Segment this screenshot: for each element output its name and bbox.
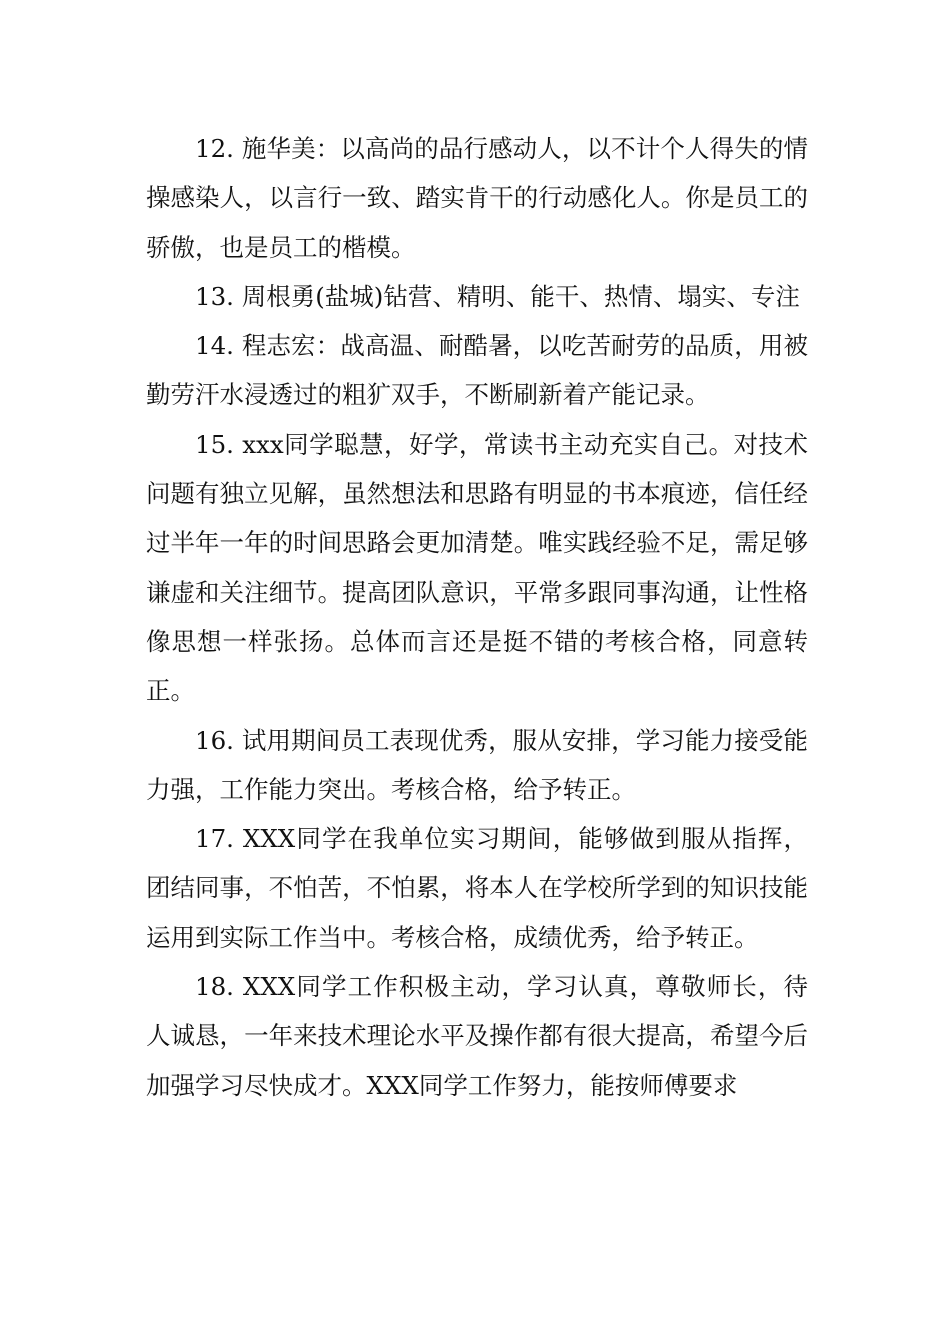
- paragraph-17: 17. XXX同学在我单位实习期间，能够做到服从指挥，团结同事，不怕苦，不怕累，将本人在学校所学到的知识技能运用到实际工作当中。考核合格，成绩优秀，给予转正。: [146, 824, 808, 952]
- paragraph-13: 13. 周根勇(盐城)钻营、精明、能干、热情、塌实、专注: [195, 281, 800, 311]
- paragraph-14: 14. 程志宏：战高温、耐酷暑，以吃苦耐劳的品质，用被勤劳汗水浸透过的粗犷双手，不断刷新着产能记录。: [146, 331, 808, 410]
- paragraph-18: 18. XXX同学工作积极主动，学习认真，尊敬师长，待人诚恳，一年来技术理论水平及操作都有很大提高，希望今后加强学习尽快成才。XXX同学工作努力，能按师傅要求: [146, 972, 808, 1100]
- paragraph-16: 16. 试用期间员工表现优秀，服从安排，学习能力接受能力强，工作能力突出。考核合格，给予转正。: [146, 725, 808, 804]
- document-body: [146, 124, 808, 1110]
- paragraph-15: 15. xxx同学聪慧，好学，常读书主动充实自己。对技术问题有独立见解，虽然想法和思路有明显的书本痕迹，信任经过半年一年的时间思路会更加清楚。唯实践经验不足，需足够谦虚和关注细节。提高团队意识，平常多跟同事沟通，让性格像思想一样张扬。总体而言还是挺不错的考核合格，同意转正。: [146, 429, 808, 706]
- paragraph-12: 12. 施华美：以高尚的品行感动人，以不计个人得失的情操感染人，以言行一致、踏实肯干的行动感化人。你是员工的骄傲，也是员工的楷模。: [146, 134, 808, 262]
